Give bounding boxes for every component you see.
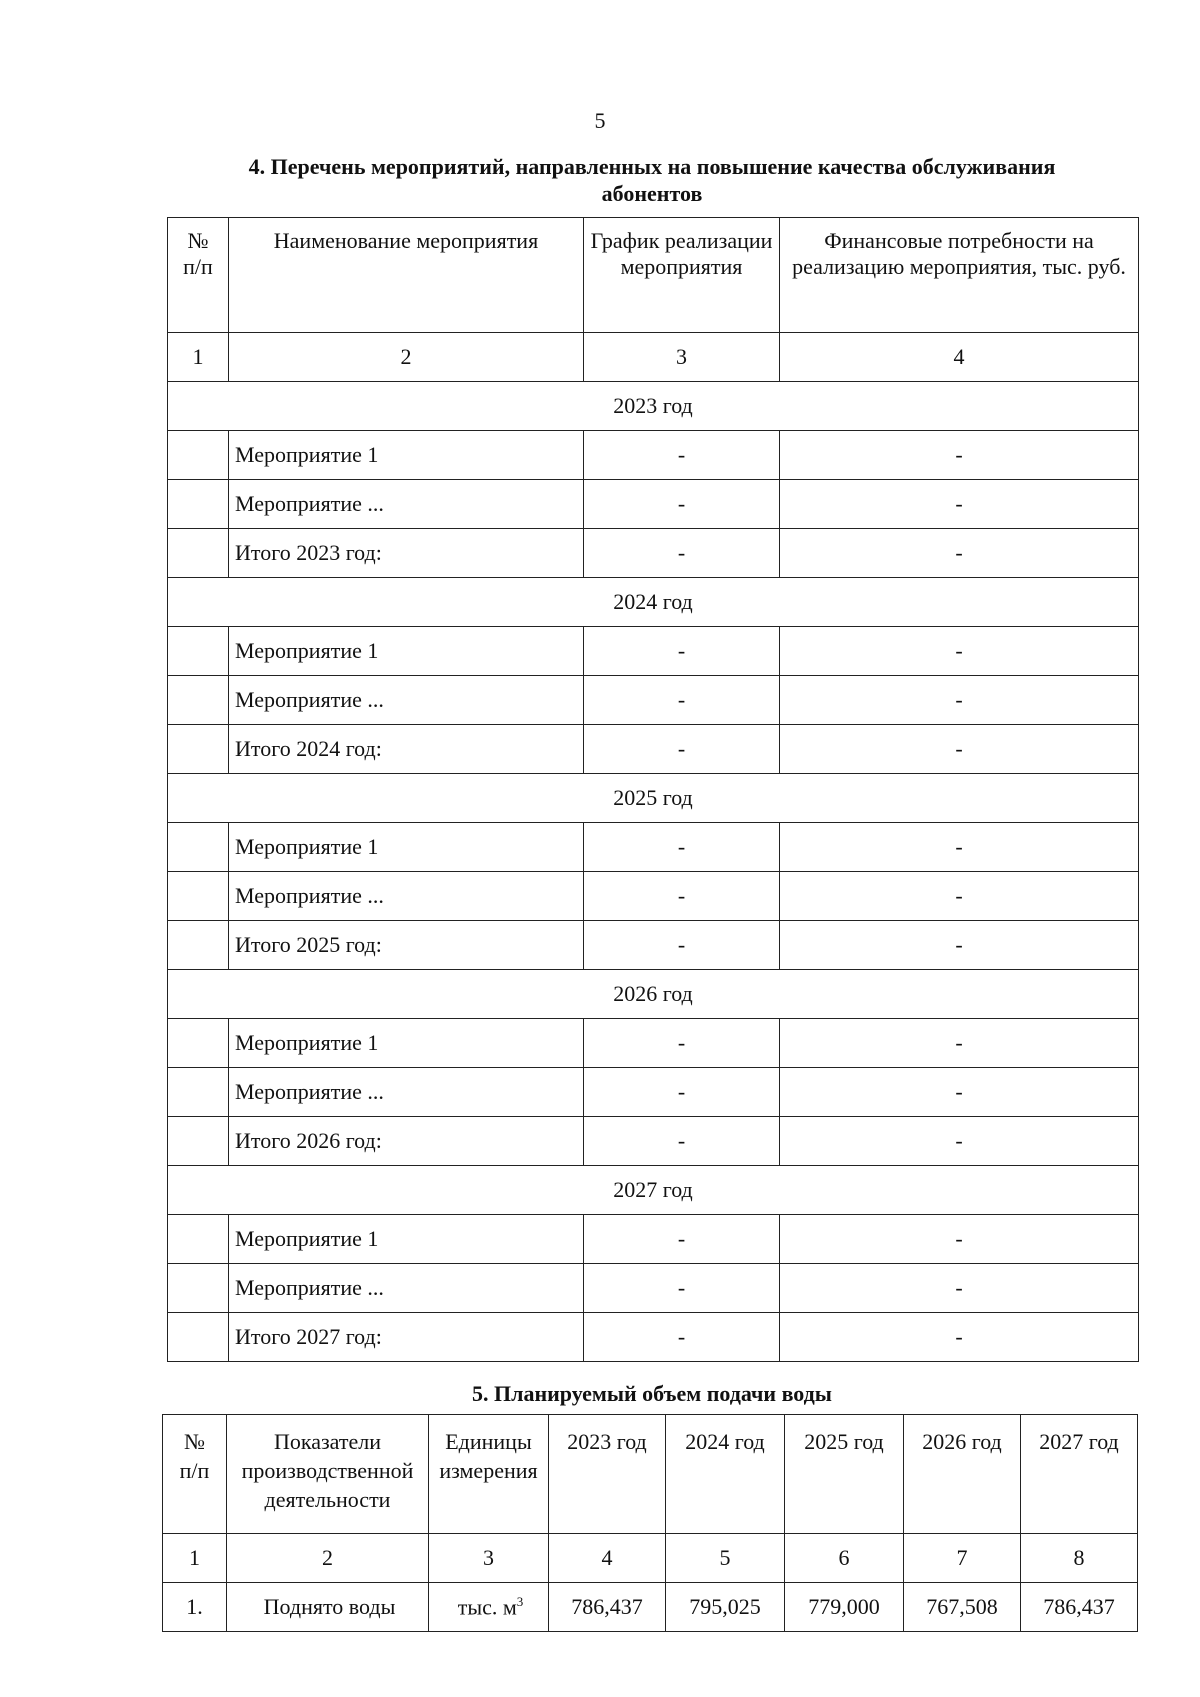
measure-name: Итого 2026 год: (229, 1117, 584, 1166)
table-row (168, 1117, 1139, 1166)
measure-schedule: - (584, 431, 780, 480)
measure-finance: - (780, 529, 1139, 578)
measure-schedule: - (584, 1215, 780, 1264)
measure-name: Итого 2023 год: (229, 529, 584, 578)
row-number (168, 1264, 229, 1313)
measure-finance: - (780, 627, 1139, 676)
table-row (168, 431, 1139, 480)
measure-name: Мероприятие 1 (229, 431, 584, 480)
column-number: 3 (429, 1534, 549, 1583)
year-row (168, 970, 1139, 1019)
column-number: 3 (584, 333, 780, 382)
column-number: 2 (229, 333, 584, 382)
year-value: 795,025 (666, 1583, 785, 1632)
measure-schedule: - (584, 823, 780, 872)
year-label: 2026 год (168, 970, 1139, 1019)
measure-finance: - (780, 1313, 1139, 1362)
table-header-row (163, 1415, 1138, 1534)
measure-schedule: - (584, 1019, 780, 1068)
measure-schedule: - (584, 725, 780, 774)
page-number: 5 (594, 108, 606, 133)
measure-finance: - (780, 431, 1139, 480)
header-indicator: Показатели производственной деятельности (227, 1415, 429, 1534)
measure-schedule: - (584, 1068, 780, 1117)
year-row (168, 578, 1139, 627)
row-number (168, 1117, 229, 1166)
unit-superscript: 3 (516, 1593, 524, 1609)
column-number: 1 (163, 1534, 227, 1583)
measure-name: Итого 2025 год: (229, 921, 584, 970)
measure-schedule: - (584, 480, 780, 529)
section-4-title-line2: абонентов (601, 181, 703, 206)
row-number (168, 921, 229, 970)
year-label: 2023 год (168, 382, 1139, 431)
row-number (168, 823, 229, 872)
measure-finance: - (780, 1264, 1139, 1313)
measure-finance: - (780, 1117, 1139, 1166)
row-number (168, 872, 229, 921)
column-number: 7 (904, 1534, 1021, 1583)
year-label: 2027 год (168, 1166, 1139, 1215)
measure-schedule: - (584, 921, 780, 970)
column-number: 6 (785, 1534, 904, 1583)
column-number: 2 (227, 1534, 429, 1583)
measure-name: Мероприятие 1 (229, 1215, 584, 1264)
measure-schedule: - (584, 529, 780, 578)
table-row (168, 480, 1139, 529)
measure-schedule: - (584, 872, 780, 921)
year-row (168, 1166, 1139, 1215)
table-row (168, 921, 1139, 970)
year-label: 2025 год (168, 774, 1139, 823)
measure-name: Мероприятие ... (229, 676, 584, 725)
header-schedule: График реализации мероприятия (584, 218, 780, 333)
column-number-row (168, 333, 1139, 382)
section-5-title: 5. Планируемый объем подачи воды (472, 1381, 832, 1406)
water-supply-table (162, 1414, 1138, 1632)
measure-name: Итого 2027 год: (229, 1313, 584, 1362)
section-4-title (163, 153, 1141, 207)
measure-schedule: - (584, 1264, 780, 1313)
measure-finance: - (780, 725, 1139, 774)
measure-finance: - (780, 1068, 1139, 1117)
row-number (168, 480, 229, 529)
column-number: 1 (168, 333, 229, 382)
measure-finance: - (780, 823, 1139, 872)
measure-name: Мероприятие ... (229, 480, 584, 529)
header-year-2027: 2027 год (1021, 1415, 1138, 1534)
row-number: 1. (163, 1583, 227, 1632)
row-number (168, 529, 229, 578)
measure-finance: - (780, 921, 1139, 970)
column-number-row (163, 1534, 1138, 1583)
table-row (168, 1019, 1139, 1068)
section-4-title-line1: 4. Перечень мероприятий, направленных на повышение качества обслуживания (248, 154, 1056, 179)
table-row (168, 1264, 1139, 1313)
unit-base: тыс. м (457, 1594, 517, 1620)
table-row (163, 1583, 1138, 1632)
header-num: № п/п (168, 218, 229, 333)
year-label: 2024 год (168, 578, 1139, 627)
header-year-2025: 2025 год (785, 1415, 904, 1534)
measure-name: Итого 2024 год: (229, 725, 584, 774)
year-row (168, 382, 1139, 431)
table-header-row (168, 218, 1139, 333)
row-number (168, 1068, 229, 1117)
measure-name: Мероприятие ... (229, 1068, 584, 1117)
measure-schedule: - (584, 1117, 780, 1166)
header-finance: Финансовые потребности на реализацию мероприятия, тыс. руб. (780, 218, 1139, 333)
measure-schedule: - (584, 627, 780, 676)
measure-schedule: - (584, 676, 780, 725)
unit-cell (429, 1583, 549, 1632)
table-row (168, 1215, 1139, 1264)
column-number: 4 (549, 1534, 666, 1583)
indicator-name: Поднято воды (227, 1583, 429, 1632)
measure-name: Мероприятие 1 (229, 823, 584, 872)
row-number (168, 676, 229, 725)
measure-finance: - (780, 872, 1139, 921)
measure-finance: - (780, 480, 1139, 529)
table-row (168, 529, 1139, 578)
row-number (168, 725, 229, 774)
table-row (168, 872, 1139, 921)
header-num: № п/п (163, 1415, 227, 1534)
row-number (168, 627, 229, 676)
header-name: Наименование мероприятия (229, 218, 584, 333)
header-year-2023: 2023 год (549, 1415, 666, 1534)
measure-schedule: - (584, 1313, 780, 1362)
year-value: 767,508 (904, 1583, 1021, 1632)
measure-finance: - (780, 1019, 1139, 1068)
measure-name: Мероприятие ... (229, 872, 584, 921)
year-row (168, 774, 1139, 823)
column-number: 4 (780, 333, 1139, 382)
column-number: 8 (1021, 1534, 1138, 1583)
header-year-2026: 2026 год (904, 1415, 1021, 1534)
table-row (168, 725, 1139, 774)
year-value: 786,437 (549, 1583, 666, 1632)
row-number (168, 431, 229, 480)
table-row (168, 1068, 1139, 1117)
measure-finance: - (780, 676, 1139, 725)
measure-name: Мероприятие 1 (229, 627, 584, 676)
row-number (168, 1019, 229, 1068)
year-value: 786,437 (1021, 1583, 1138, 1632)
header-year-2024: 2024 год (666, 1415, 785, 1534)
measure-name: Мероприятие ... (229, 1264, 584, 1313)
table-row (168, 676, 1139, 725)
row-number (168, 1313, 229, 1362)
table-row (168, 1313, 1139, 1362)
table-row (168, 627, 1139, 676)
column-number: 5 (666, 1534, 785, 1583)
measures-table (167, 217, 1139, 1362)
measure-name: Мероприятие 1 (229, 1019, 584, 1068)
header-unit: Единицы измерения (429, 1415, 549, 1534)
year-value: 779,000 (785, 1583, 904, 1632)
row-number (168, 1215, 229, 1264)
measure-finance: - (780, 1215, 1139, 1264)
table-row (168, 823, 1139, 872)
